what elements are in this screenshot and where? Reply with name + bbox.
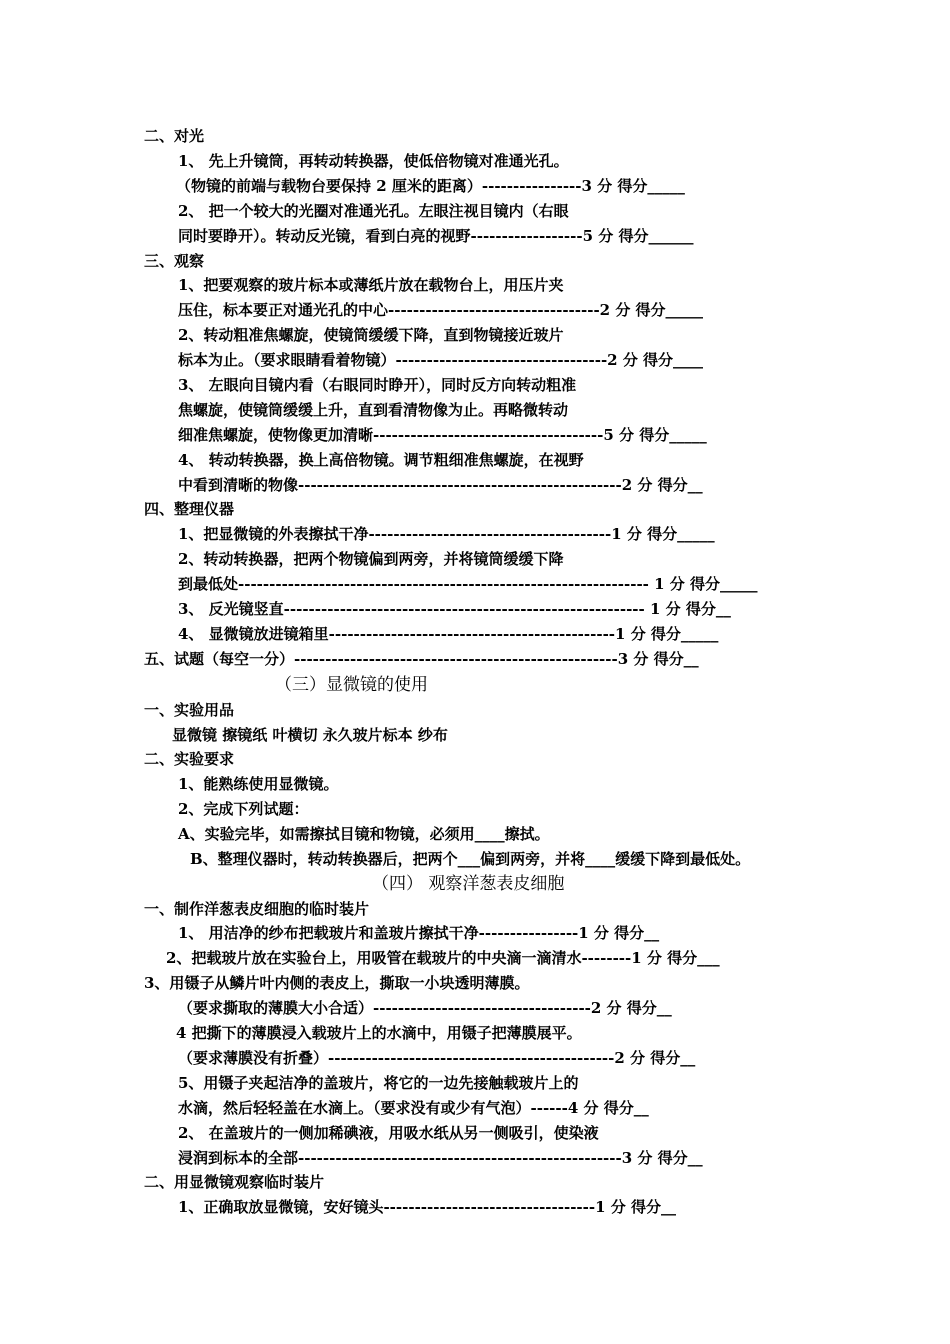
text-line: 到最低处------------------------------------------------------------------ 1 分 得分_____ bbox=[178, 575, 758, 593]
heading-guancha-zhuangpian: 二、用显微镜观察临时装片 bbox=[144, 1173, 325, 1191]
text-line: 5、用镊子夹起洁净的盖玻片，将它的一边先接触载玻片上的 bbox=[178, 1074, 579, 1092]
text-line: 1、把要观察的玻片标本或薄纸片放在载物台上，用压片夹 bbox=[178, 276, 564, 294]
heading-yaoqiu: 二、实验要求 bbox=[144, 750, 235, 768]
text-line: 2、 在盖玻片的一侧加稀碘液，用吸水纸从另一侧吸引，使染液 bbox=[178, 1124, 599, 1142]
text-line: 浸润到标本的全部----------------------------------------------------3 分 得分__ bbox=[178, 1149, 703, 1167]
text-line: 中看到清晰的物像----------------------------------------------------2 分 得分__ bbox=[178, 476, 703, 494]
text-line: 4 把撕下的薄膜浸入载玻片上的水滴中，用镊子把薄膜展平。 bbox=[176, 1024, 582, 1042]
text-line: 3、 反光镜竖直---------------------------------------------------------- 1 分 得分__ bbox=[178, 600, 731, 618]
text-line: 同时要睁开）。转动反光镜，看到白亮的视野------------------5 分 得分______ bbox=[178, 227, 694, 245]
text-line: 细准焦螺旋，使物像更加清晰-------------------------------------5 分 得分_____ bbox=[178, 426, 707, 444]
text-line: （物镜的前端与载物台要保持 2 厘米的距离）----------------3 分 得分_____ bbox=[176, 177, 685, 195]
text-line: （要求薄膜没有折叠）----------------------------------------------2 分 得分__ bbox=[178, 1049, 696, 1067]
text-line: 1、 用洁净的纱布把载玻片和盖玻片擦拭干净----------------1 分 得分__ bbox=[178, 924, 660, 942]
section-title-microscope-use: （三）显微镜的使用 bbox=[275, 675, 428, 695]
text-line: 1、把显微镜的外表擦拭干净---------------------------------------1 分 得分_____ bbox=[178, 525, 715, 543]
text-line: 显微镜 擦镜纸 叶横切 永久玻片标本 纱布 bbox=[172, 726, 448, 744]
text-line: 水滴，然后轻轻盖在水滴上。（要求没有或少有气泡）------4 分 得分__ bbox=[178, 1099, 649, 1117]
section-title-onion-cells: （四） 观察洋葱表皮细胞 bbox=[372, 874, 565, 894]
text-line: 1、正确取放显微镜，安好镜头----------------------------------1 分 得分__ bbox=[178, 1198, 676, 1216]
text-line: A、实验完毕，如需擦拭目镜和物镜，必须用____擦拭。 bbox=[178, 825, 550, 843]
text-line: 1、能熟练使用显微镜。 bbox=[178, 775, 339, 793]
text-line: 2、完成下列试题： bbox=[178, 800, 309, 818]
heading-shiti: 五、试题（每空一分）----------------------------------------------------3 分 得分__ bbox=[144, 650, 699, 668]
text-line: 2、把载玻片放在实验台上，用吸管在载玻片的中央滴一滴清水--------1 分 得分___ bbox=[166, 949, 720, 967]
text-line: B、整理仪器时，转动转换器后，把两个___偏到两旁，并将____缓缓下降到最低处。 bbox=[190, 850, 751, 868]
heading-guancha: 三、观察 bbox=[144, 252, 205, 270]
text-line: 4、 转动转换器，换上高倍物镜。调节粗细准焦螺旋，在视野 bbox=[178, 451, 584, 469]
text-line: 压住，标本要正对通光孔的中心----------------------------------2 分 得分_____ bbox=[178, 301, 704, 319]
heading-zhizuo: 一、制作洋葱表皮细胞的临时装片 bbox=[144, 900, 370, 918]
heading-zhengli: 四、整理仪器 bbox=[144, 500, 235, 518]
heading-duiguang: 二、对光 bbox=[144, 127, 205, 145]
text-line: 2、转动转换器，把两个物镜偏到两旁，并将镜筒缓缓下降 bbox=[178, 550, 564, 568]
text-line: 焦螺旋，使镜筒缓缓上升，直到看清物像为止。再略微转动 bbox=[178, 401, 569, 419]
text-line: （要求撕取的薄膜大小合适）-----------------------------------2 分 得分__ bbox=[178, 999, 672, 1017]
text-line: 1、 先上升镜筒，再转动转换器，使低倍物镜对准通光孔。 bbox=[178, 152, 569, 170]
text-line: 2、 把一个较大的光圈对准通光孔。左眼注视目镜内（右眼 bbox=[178, 202, 569, 220]
text-line: 3、用镊子从鳞片叶内侧的表皮上，撕取一小块透明薄膜。 bbox=[144, 974, 530, 992]
text-line: 标本为止。（要求眼睛看着物镜）----------------------------------2 分 得分____ bbox=[178, 351, 704, 369]
text-line: 4、 显微镜放进镜箱里----------------------------------------------1 分 得分_____ bbox=[178, 625, 719, 643]
text-line: 2、转动粗准焦螺旋，使镜筒缓缓下降，直到物镜接近玻片 bbox=[178, 326, 564, 344]
heading-yongpin: 一、实验用品 bbox=[144, 701, 235, 719]
text-line: 3、 左眼向目镜内看（右眼同时睁开），同时反方向转动粗准 bbox=[178, 376, 577, 394]
